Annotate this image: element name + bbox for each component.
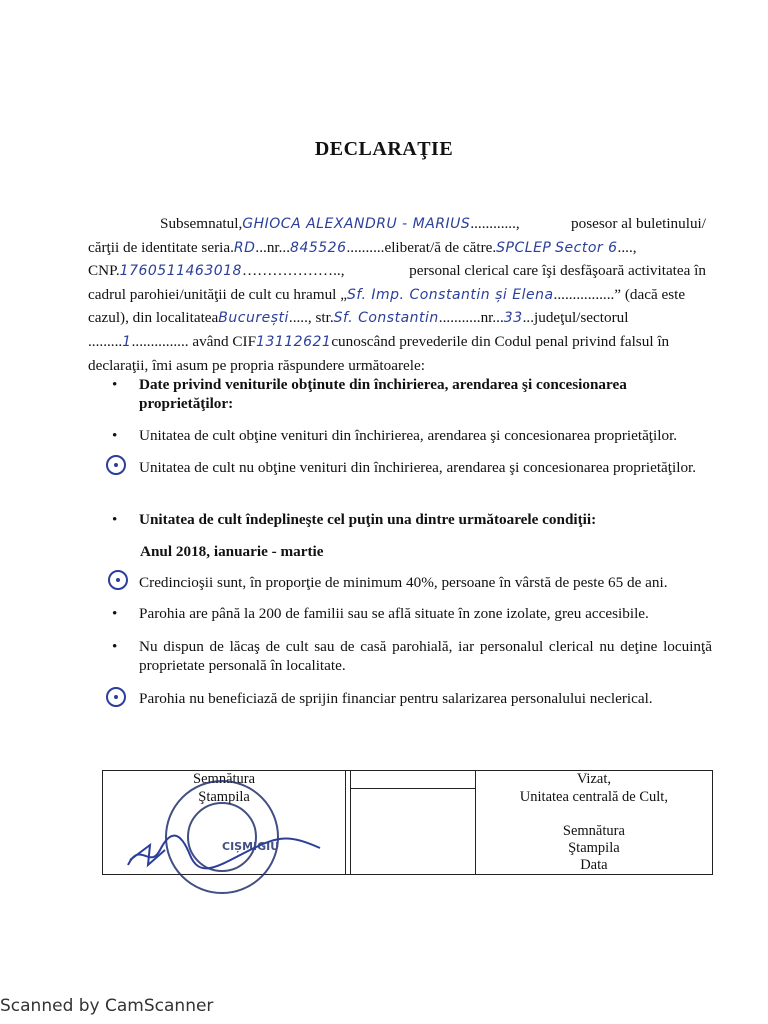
bullet-icon: • — [112, 427, 118, 444]
venituri-heading-item: • Date privind veniturile obţinute din închirierea, arendarea şi concesionarea proprietăţilor: — [112, 376, 627, 412]
handwritten-cnp: 1760511463018 — [119, 263, 242, 280]
para-line-4: cadrul parohiei/unităţii de cult cu hramul „Sf. Imp. Constantin și Elena................” (dacă este — [88, 285, 686, 303]
parish-stamp: CIȘMIGIU — [165, 780, 279, 894]
handwritten-id-series: RD — [233, 239, 256, 256]
handwritten-sector: 1 — [122, 333, 132, 350]
bullet-icon: • — [112, 376, 118, 393]
right-vizat-cell: Unitatea centrală de Cult, Semnătura Ştampila Data — [475, 789, 712, 875]
handwritten-id-number: 845526 — [290, 239, 347, 256]
bullet-icon: • — [112, 638, 118, 655]
handwritten-circle-icon — [108, 570, 128, 590]
bullet-icon: • — [112, 511, 118, 528]
left-header-cell: Semnătura — [103, 771, 346, 789]
declaration-paragraph — [88, 212, 706, 377]
para-line-6: .........1............... având CIF13112621cunoscând prevederile din Codul penal privind falsul în — [88, 332, 670, 350]
right-header-cell: Vizat, — [475, 771, 712, 789]
document-title: DECLARAŢIE — [314, 138, 454, 160]
para-line-5: cazul), din localitateaBucurești....., str.Sf. Constantin...........nr...33...judeţul/sectorul — [88, 309, 629, 327]
para-line-3: CNP.1760511463018……………….., personal clerical care îşi desfăşoară activitatea în — [88, 262, 706, 280]
document-page: DECLARAŢIE Subsemnatul,GHIOCA ALEXANDRU - MARIUS............, posesor al buletinului/ cărţii de identitate seria.RD...nr...845526..........eliberat/ă de către.SPCLEP Sector 6...., CNP.1760511463018……………….., personal clerical care îşi desfăşoară activitatea în cadrul parohiei/unităţii de cult cu hramul „Sf. Imp. Constantin și Elena................” (dacă este cazul), din localitateaBucurești....., str.Sf. Constantin...........nr...33...judeţul/sectorul .........1............... având CIF13112621cunoscând prevederile din Codul penal privind falsul în declaraţii, îmi asum pe propria răspundere următoarele: • Date privind veniturile obţinute din închirierea, arendarea şi concesionarea proprietăţilor: • Unitatea de cult obţine venituri din închirierea, arendarea şi concesionarea proprietăţilor. Unitatea de cult nu obţine venituri din închirierea, arendarea şi concesionarea proprietăţilor. • Unitatea de cult îndeplineşte cel puţin una dintre următoarele condiţii: Anul 2018, ianuarie - martie Credincioşii sunt, în proporţie de minimum 40%, persoane în vârstă de peste 65 de ani. • Parohia are până la 200 de familii sau se află situate în zone izolate, greu accesibile. • Nu dispun de lăcaş de cult sau de casă parohială, iar personalul clerical nu deţine locuinţă proprietate personală în localitate. Parohia nu beneficiază de sprijin financiar pentru salarizarea personalului neclerical. Semnătura Vizat, Ştampila Unitatea centrală de Cult, Semnătura Ştampila Data CIȘMIGIU Scanned by CamScanner — [0, 0, 768, 1024]
handwritten-circle-icon — [106, 687, 126, 707]
camscanner-footer: Scanned by CamScanner — [0, 996, 214, 1016]
handwritten-street: Sf. Constantin — [333, 310, 439, 327]
signature-scribble — [120, 820, 330, 880]
handwritten-name: GHIOCA ALEXANDRU - MARIUS — [242, 216, 471, 232]
para-line-1: Subsemnatul,GHIOCA ALEXANDRU - MARIUS............, posesor al buletinului/ — [160, 215, 706, 232]
middle-empty-cell — [351, 789, 476, 875]
handwritten-street-number: 33 — [503, 310, 523, 327]
bullet-icon: • — [112, 605, 118, 622]
handwritten-issuer-sector: Sector 6 — [555, 239, 618, 256]
para-line-2: cărţii de identitate seria.RD...nr...845526..........eliberat/ă de către.SPCLEP Sector 6...., — [88, 238, 637, 256]
handwritten-circle-icon — [106, 455, 126, 475]
period-label: Anul 2018, ianuarie - martie — [140, 543, 324, 560]
para-line-7: declaraţii, îmi asum pe propria răspundere următoarele: — [88, 356, 425, 374]
handwritten-locality: București — [218, 310, 289, 327]
handwritten-hram: Sf. Imp. Constantin și Elena — [346, 286, 554, 303]
middle-header-cell — [351, 771, 476, 789]
left-signature-cell: Ştampila — [103, 789, 346, 875]
handwritten-cif: 13112621 — [256, 333, 332, 350]
handwritten-issuer: SPCLEP — [496, 239, 552, 256]
